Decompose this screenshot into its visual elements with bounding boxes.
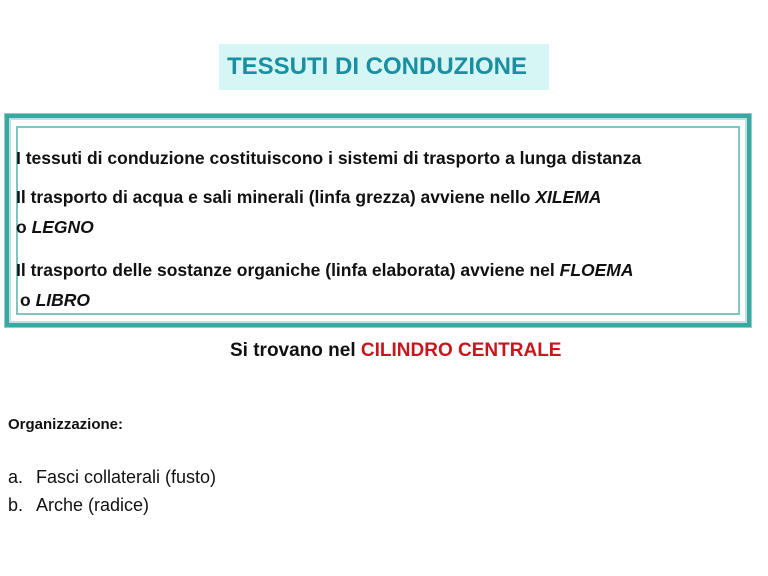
definition-box	[5, 114, 751, 327]
definition-line-3-text: Il trasporto delle sostanze organiche (linfa elaborata) avviene nel	[16, 260, 560, 280]
term-xilema: XILEMA	[535, 187, 602, 207]
term-libro: LIBRO	[35, 290, 91, 310]
list-item	[8, 463, 216, 491]
definition-line-2-continued	[16, 216, 94, 238]
definition-line-1-text: I tessuti di conduzione costituiscono i sistemi di trasporto a lunga distanza	[16, 148, 642, 168]
location-prefix: Si trovano nel	[230, 340, 361, 361]
organization-label: Organizzazione:	[8, 416, 124, 433]
definition-line-3	[16, 259, 634, 281]
definition-line-2	[16, 186, 601, 208]
organization-list	[8, 463, 216, 519]
title-banner	[219, 44, 549, 90]
definition-line-3-continued-text: o	[20, 290, 36, 310]
term-floema: FLOEMA	[559, 260, 634, 280]
definition-line-1	[16, 147, 641, 169]
location-highlight: CILINDRO CENTRALE	[360, 340, 562, 361]
page-title: TESSUTI DI CONDUZIONE	[227, 53, 528, 80]
term-legno: LEGNO	[31, 217, 94, 237]
definition-line-3-continued	[20, 289, 90, 311]
list-item-text: Arche (radice)	[36, 495, 150, 515]
list-marker: a.	[8, 467, 24, 487]
list-item	[8, 491, 216, 519]
location-statement	[230, 340, 561, 362]
list-item-text: Fasci collaterali (fusto)	[36, 467, 217, 487]
list-marker: b.	[8, 495, 24, 515]
definition-line-2-text: Il trasporto di acqua e sali minerali (linfa grezza) avviene nello	[16, 187, 536, 207]
definition-line-2-continued-text: o	[16, 217, 32, 237]
